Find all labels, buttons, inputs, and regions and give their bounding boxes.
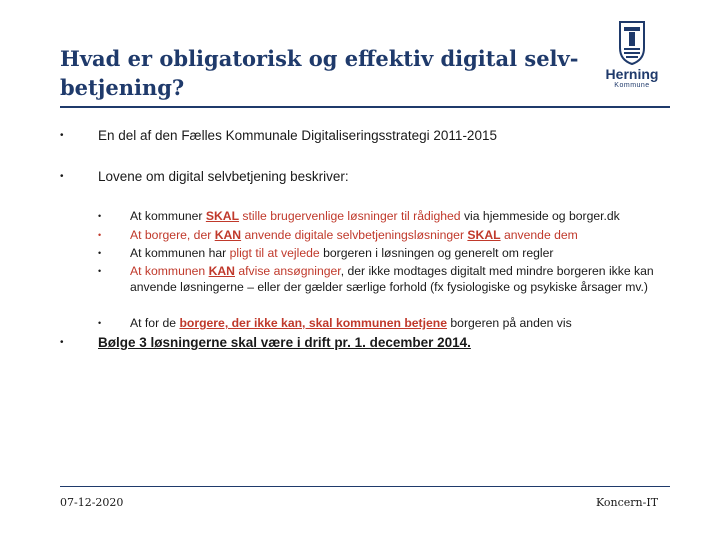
bullet-marker: • — [98, 248, 102, 258]
bullet-marker: • — [98, 318, 102, 328]
title-divider — [60, 106, 670, 108]
footer-department: Koncern-IT — [596, 496, 659, 509]
bullet-marker: • — [60, 337, 64, 348]
bullet-text: En del af den Fælles Kommunale Digitaliseringsstrategi 2011-2015 — [98, 128, 497, 143]
footer-date: 07-12-2020 — [60, 496, 124, 509]
bullet-marker: • — [60, 171, 64, 182]
bullet-text: Lovene om digital selvbetjening beskriver: — [98, 169, 349, 184]
logo-wordmark: Herning — [605, 66, 659, 82]
bullet-marker: • — [98, 230, 102, 240]
sub-bullet-text: At kommuner SKAL stille brugervenlige løsninger til rådighed via hjemmeside og borger.dk — [130, 209, 620, 223]
bullet-marker: • — [60, 130, 64, 141]
sub-bullet-text: At borgere, der KAN anvende digitale selvbetjeningsløsninger SKAL anvende dem — [130, 228, 578, 242]
footer-divider — [60, 486, 670, 487]
sub-bullet-1 — [98, 209, 678, 225]
sub-bullet-2 — [98, 228, 678, 244]
sub-bullet-text: At kommunen KAN afvise ansøgninger, der ikke modtages digitalt med mindre borgeren ikke kan anvende løsningerne – eller der gælder særlige forhold (fx fysiologiske og psykiske årsager mv.) — [130, 264, 654, 294]
sub-bullet-5 — [98, 316, 678, 332]
bullet-text: Bølge 3 løsningerne skal være i drift pr. 1. december 2014. — [98, 335, 471, 350]
sub-bullet-text: At kommunen har pligt til at vejlede borgeren i løsningen og generelt om regler — [130, 246, 554, 260]
logo-subtext: Kommune — [614, 82, 650, 89]
bullet-marker: • — [98, 266, 102, 276]
sub-bullet-3 — [98, 246, 678, 262]
sub-bullet-4 — [98, 264, 678, 314]
bullet-marker: • — [98, 211, 102, 221]
slide-title: Hvad er obligatorisk og effektiv digital selv-betjening? — [60, 46, 579, 100]
sub-bullet-text: At for de borgere, der ikke kan, skal kommunen betjene borgeren på anden vis — [130, 316, 572, 330]
